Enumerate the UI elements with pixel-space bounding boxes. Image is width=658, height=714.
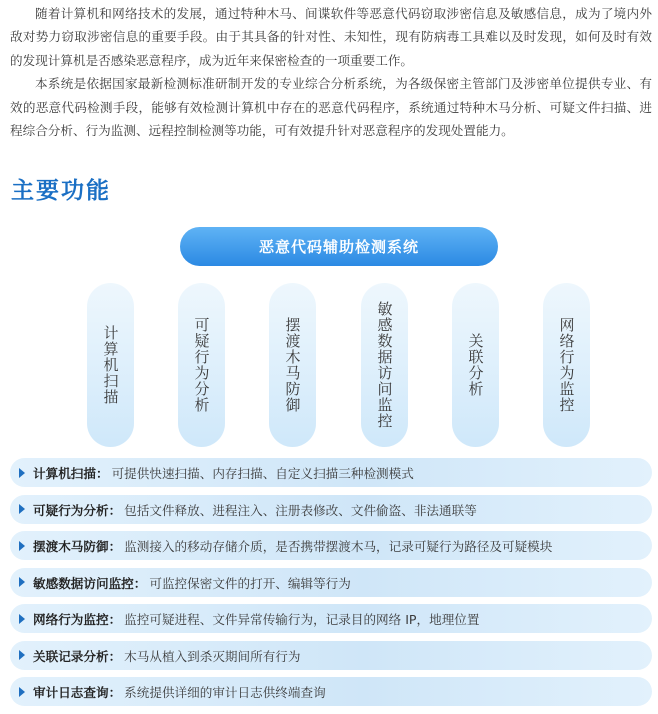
- feature-desc: 监控可疑进程、文件异常传输行为，记录目的网络 IP，地理位置: [124, 612, 480, 627]
- feature-list: [10, 458, 652, 714]
- feature-desc: 系统提供详细的审计日志供终端查询: [124, 685, 326, 700]
- triangle-bullet-icon: [19, 468, 25, 478]
- feature-name: 可疑行为分析: [33, 502, 109, 518]
- feature-item: 摆渡木马防御 ： 监测接入的移动存储介质，是否携带摆渡木马，记录可疑行为路径及可疑模块: [10, 531, 652, 560]
- module-label: 可疑行为分析: [192, 317, 211, 413]
- module-label: 关联分析: [466, 333, 485, 397]
- module-label: 网络行为监控: [557, 317, 576, 413]
- feature-name: 关联记录分析: [33, 648, 109, 664]
- feature-item: 审计日志查询 ： 系统提供详细的审计日志供终端查询: [10, 677, 652, 706]
- feature-desc: 木马从植入到杀灭期间所有行为: [124, 648, 301, 664]
- module-network-behavior-monitor: [543, 283, 590, 447]
- triangle-bullet-icon: [19, 504, 25, 514]
- triangle-bullet-icon: [19, 650, 25, 660]
- feature-name: 网络行为监控: [33, 612, 109, 627]
- intro-paragraph-2: 本系统是依据国家最新检测标准研制开发的专业综合分析系统，为各级保密主管部门及涉密单位提供专业、有效的恶意代码检测手段，能够有效检测计算机中存在的恶意代码程序，系统通过特种木马分析、可疑文件扫描、进程综合分析、行为监测、远程控制检测等功能，可有效提升针对恶意程序的发现处置能力。: [10, 76, 652, 139]
- feature-item: 网络行为监控 ： 监控可疑进程、文件异常传输行为，记录目的网络 IP，地理位置: [10, 604, 652, 633]
- feature-name: 计算机扫描: [33, 466, 96, 481]
- module-computer-scan: [87, 283, 134, 447]
- module-ferry-trojan-defense: [269, 283, 316, 447]
- module-label: 计算机扫描: [101, 325, 120, 405]
- section-title: 主要功能: [11, 178, 111, 204]
- feature-item: 可疑行为分析 ： 包括文件释放、进程注入、注册表修改、文件偷盗、非法通联等: [10, 495, 652, 524]
- intro-text: [10, 2, 652, 142]
- feature-item: 敏感数据访问监控 ： 可监控保密文件的打开、编辑等行为: [10, 568, 652, 597]
- feature-item: 计算机扫描 ： 可提供快速扫描、内存扫描、自定义扫描三种检测模式: [10, 458, 652, 487]
- feature-name: 审计日志查询: [33, 685, 109, 700]
- module-label: 敏感数据访问监控: [375, 301, 394, 429]
- module-label: 摆渡木马防御: [283, 317, 302, 413]
- feature-item: 关联记录分析 ： 木马从植入到杀灭期间所有行为: [10, 641, 652, 670]
- module-sensitive-data-access-monitor: [361, 283, 408, 447]
- feature-name: 摆渡木马防御: [33, 539, 109, 554]
- triangle-bullet-icon: [19, 577, 25, 587]
- triangle-bullet-icon: [19, 614, 25, 624]
- system-name-banner: 恶意代码辅助检测系统: [180, 227, 498, 266]
- module-suspicious-behavior-analysis: [178, 283, 225, 447]
- intro-paragraph-1: 随着计算机和网络技术的发展，通过特种木马、间谍软件等恶意代码窃取涉密信息及敏感信息，成为了境内外敌对势力窃取涉密信息的重要手段。由于其具备的针对性、未知性，现有防病毒工具难以及时发现，如何及时有效的发现计算机是否感染恶意程序，成为近年来保密检查的一项重要工作。: [10, 6, 652, 68]
- module-correlation-analysis: [452, 283, 499, 447]
- triangle-bullet-icon: [19, 687, 25, 697]
- feature-desc: 可监控保密文件的打开、编辑等行为: [149, 575, 351, 591]
- feature-desc: 可提供快速扫描、内存扫描、自定义扫描三种检测模式: [111, 466, 414, 481]
- triangle-bullet-icon: [19, 541, 25, 551]
- feature-desc: 包括文件释放、进程注入、注册表修改、文件偷盗、非法通联等: [124, 502, 477, 518]
- feature-name: 敏感数据访问监控: [33, 575, 134, 591]
- feature-desc: 监测接入的移动存储介质，是否携带摆渡木马，记录可疑行为路径及可疑模块: [124, 539, 553, 554]
